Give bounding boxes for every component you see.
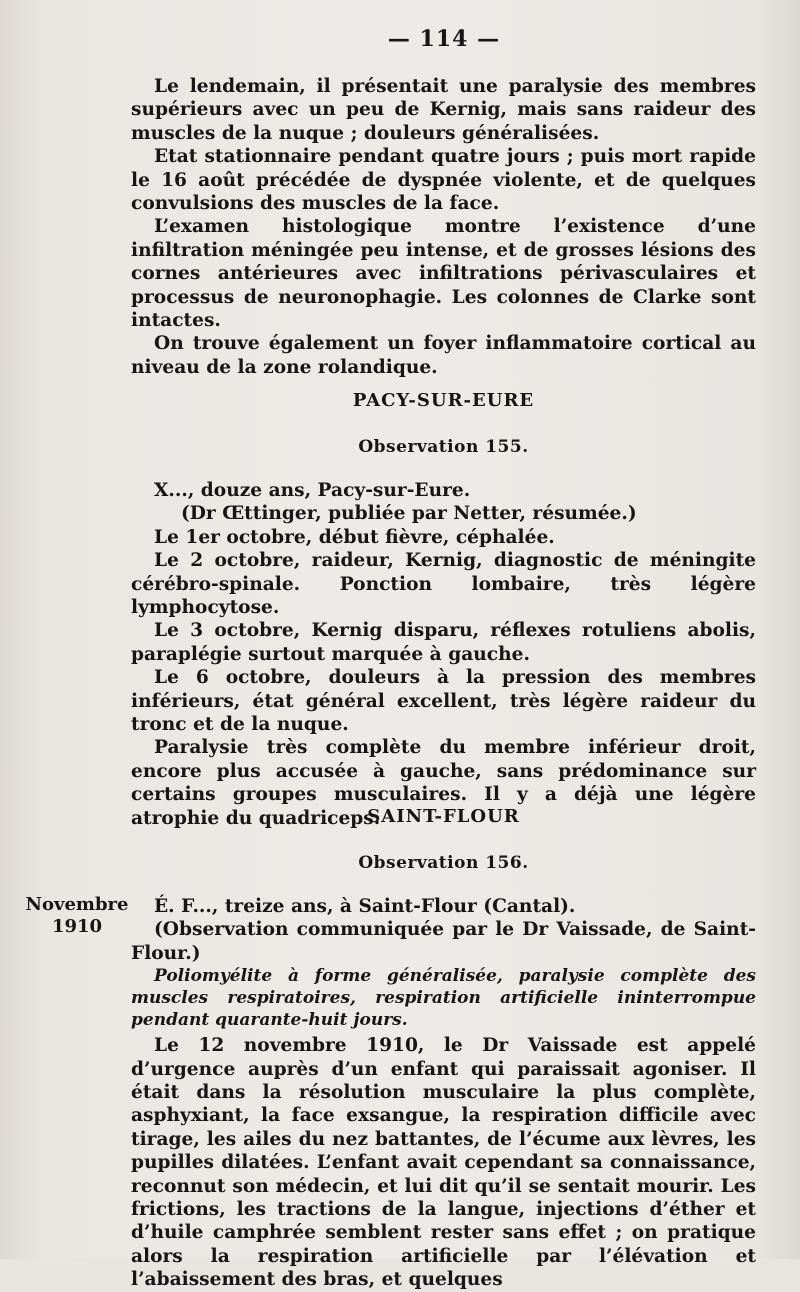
text-block-pacy	[131, 479, 756, 830]
paragraph: Le 2 octobre, raideur, Kernig, diagnostic de méningite cérébro-spinale. Ponction lombaire, très légère lymphocytose.	[131, 550, 756, 619]
page-number: — 114 —	[387, 26, 501, 52]
text-block-1	[131, 75, 756, 379]
paragraph: Le 3 octobre, Kernig disparu, réflexes rotuliens abolis, paraplégie surtout marquée à gauche.	[131, 620, 756, 665]
section-heading-pacy: PACY-SUR-EURE	[352, 390, 535, 411]
margin-date-note	[22, 894, 132, 938]
paragraph: Etat stationnaire pendant quatre jours ; puis mort rapide le 16 août précédée de dyspnée violente, et de quelques convulsions des muscles de la face.	[131, 146, 756, 215]
paragraph: Le lendemain, il présentait une paralysie des membres supérieurs avec un peu de Kernig, mais sans raideur des muscles de la nuque ; douleurs généralisées.	[131, 76, 756, 144]
patient-line: X..., douze ans, Pacy-sur-Eure.	[154, 480, 471, 501]
source-line: (Observation communiquée par le Dr Vaissade, de Saint-Flour.)	[131, 919, 756, 964]
observation-title-155: Observation 155.	[358, 437, 529, 457]
paragraph: Paralysie très complète du membre inférieur droit, encore plus accusée à gauche, sans prédominance sur certains groupes musculaires. Il y a déjà une légère atrophie du quadriceps.	[131, 737, 756, 829]
section-heading-saint-flour: SAINT-FLOUR	[367, 806, 520, 827]
paragraph: L’examen histologique montre l’existence d’une infiltration méningée peu intense, et de grosses lésions des cornes antérieures avec infiltrations périvasculaires et processus de neuronophagie. Les colonnes de Clarke sont intactes.	[131, 216, 756, 332]
paragraph: On trouve également un foyer inflammatoire cortical au niveau de la zone rolandique.	[131, 333, 756, 378]
observation-title-156: Observation 156.	[358, 853, 529, 873]
summary-italic: Poliomyélite à forme généralisée, paralysie complète des muscles respiratoires, respiration artificielle ininterrompue pendant quarante-huit jours.	[131, 966, 756, 1031]
patient-line: É. F..., treize ans, à Saint-Flour (Cantal).	[154, 896, 576, 917]
margin-month: Novembre	[25, 894, 129, 915]
paragraph: Le 12 novembre 1910, le Dr Vaissade est appelé d’urgence auprès d’un enfant qui paraissait agoniser. Il était dans la résolution musculaire la plus complète, asphyxiant, la face exsangue, la respiration difficile avec tirage, les ailes du nez battantes, de l’écume aux lèvres, les pupilles dilatées. L’enfant avait cependant sa connaissance, reconnut son médecin, et lui dit qu’il se sentait mourir. Les frictions, les tractions de la langue, injections d’éther et d’huile camphrée semblent rester sans effet ; on pratique alors la respiration artificielle par l’élévation et l’abaissement des bras, et quelques	[131, 1035, 756, 1291]
margin-year: 1910	[51, 916, 103, 937]
paragraph: Le 6 octobre, douleurs à la pression des membres inférieurs, état général excellent, très légère raideur du tronc et de la nuque.	[131, 667, 756, 736]
paragraph: Le 1er octobre, début fièvre, céphalée.	[154, 526, 555, 548]
source-line: (Dr Œttinger, publiée par Netter, résumée.)	[181, 503, 637, 525]
text-block-saint-flour	[131, 895, 756, 1292]
